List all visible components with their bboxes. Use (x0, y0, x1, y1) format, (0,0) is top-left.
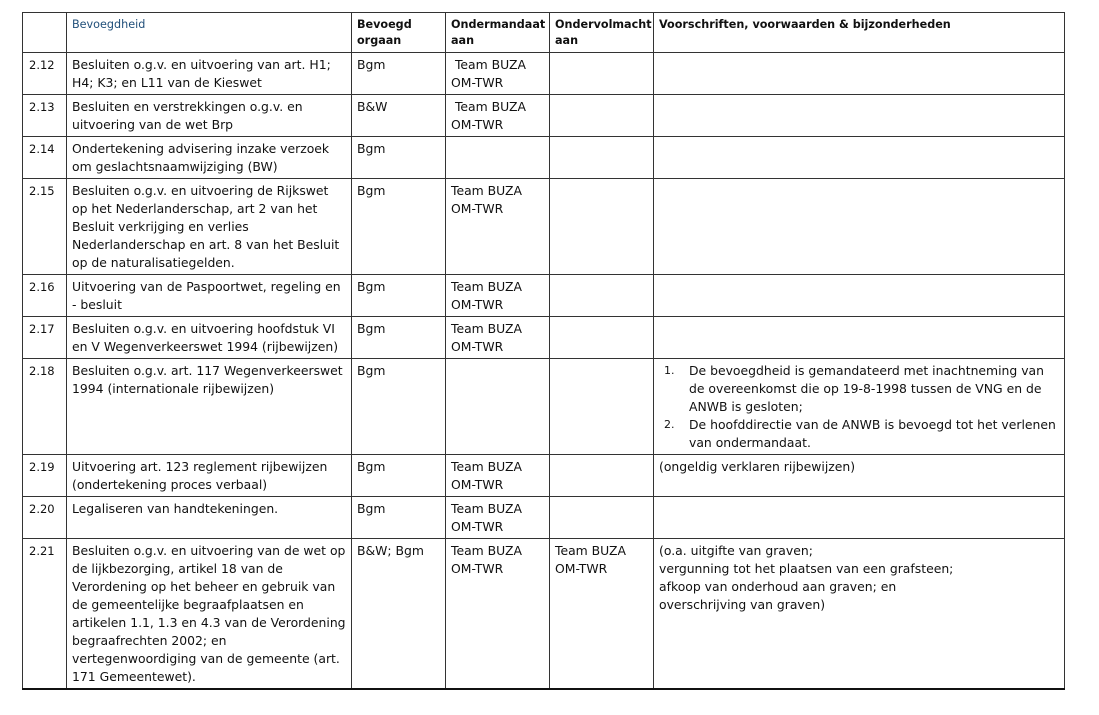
table-row (23, 455, 1065, 497)
row-ondervolmacht: Team BUZA OM-TWR (550, 539, 654, 690)
row-number: 2.21 (23, 539, 67, 690)
row-ondervolmacht (550, 275, 654, 317)
row-ondervolmacht (550, 497, 654, 539)
row-voorschriften (654, 359, 1065, 455)
row-ondervolmacht (550, 53, 654, 95)
row-number: 2.17 (23, 317, 67, 359)
row-voorschriften (654, 137, 1065, 179)
row-number: 2.20 (23, 497, 67, 539)
row-organ: Bgm (352, 359, 446, 455)
row-voorschriften (654, 95, 1065, 137)
row-ondermandaat (446, 359, 550, 455)
row-organ: B&W; Bgm (352, 539, 446, 690)
row-ondermandaat: Team BUZA OM-TWR (446, 455, 550, 497)
table-row (23, 137, 1065, 179)
table-row (23, 95, 1065, 137)
row-ondermandaat: Team BUZA OM-TWR (446, 317, 550, 359)
row-organ: B&W (352, 95, 446, 137)
row-number: 2.18 (23, 359, 67, 455)
row-ondermandaat: Team BUZA OM-TWR (446, 53, 550, 95)
row-bevoegdheid: Besluiten o.g.v. art. 117 Wegenverkeerswet 1994 (internationale rijbewijzen) (67, 359, 352, 455)
row-ondervolmacht (550, 317, 654, 359)
row-bevoegdheid: Uitvoering art. 123 reglement rijbewijzen (ondertekening proces verbaal) (67, 455, 352, 497)
row-organ: Bgm (352, 317, 446, 359)
row-organ: Bgm (352, 497, 446, 539)
voorschrift-line: (o.a. uitgifte van graven; (659, 543, 813, 558)
row-ondermandaat: Team BUZA OM-TWR (446, 95, 550, 137)
row-number: 2.14 (23, 137, 67, 179)
row-ondermandaat: Team BUZA OM-TWR (446, 497, 550, 539)
row-number: 2.13 (23, 95, 67, 137)
condition-item (664, 416, 1059, 452)
header-number (23, 13, 67, 53)
row-bevoegdheid: Besluiten en verstrekkingen o.g.v. en uitvoering van de wet Brp (67, 95, 352, 137)
row-number: 2.16 (23, 275, 67, 317)
row-ondervolmacht (550, 179, 654, 275)
header-voorschriften: Voorschriften, voorwaarden & bijzonderheden (654, 13, 1065, 53)
row-ondervolmacht (550, 137, 654, 179)
row-voorschriften (654, 317, 1065, 359)
voorschrift-line: vergunning tot het plaatsen van een grafsteen; (659, 561, 954, 576)
row-ondermandaat: Team BUZA OM-TWR (446, 275, 550, 317)
row-voorschriften: (ongeldig verklaren rijbewijzen) (654, 455, 1065, 497)
row-voorschriften (654, 275, 1065, 317)
row-ondervolmacht (550, 95, 654, 137)
row-organ: Bgm (352, 53, 446, 95)
conditions-list (659, 362, 1059, 452)
table-row (23, 359, 1065, 455)
row-ondermandaat: Team BUZA OM-TWR (446, 179, 550, 275)
header-bevoegd-orgaan: Bevoegd orgaan (352, 13, 446, 53)
table-row (23, 539, 1065, 690)
row-ondermandaat: Team BUZA OM-TWR (446, 539, 550, 690)
row-bevoegdheid: Ondertekening advisering inzake verzoek om geslachtsnaamwijziging (BW) (67, 137, 352, 179)
mandate-table (22, 12, 1065, 690)
row-ondervolmacht (550, 455, 654, 497)
row-bevoegdheid: Besluiten o.g.v. en uitvoering van de wet op de lijkbezorging, artikel 18 van de Verordening op het beheer en gebruik van de gemeentelijke begraafplaatsen en artikelen 1.1, 1.3 en 4.3 van de Verordening begraafrechten 2002; en vertegenwoordiging van de gemeente (art. 171 Gemeentewet). (67, 539, 352, 690)
header-ondermandaat: Ondermandaat aan (446, 13, 550, 53)
row-voorschriften (654, 539, 1065, 690)
row-organ: Bgm (352, 455, 446, 497)
row-organ: Bgm (352, 179, 446, 275)
table-row (23, 275, 1065, 317)
condition-item (664, 362, 1059, 416)
table-header-row (23, 13, 1065, 53)
voorschrift-line: overschrijving van graven) (659, 597, 826, 612)
row-bevoegdheid: Legaliseren van handtekeningen. (67, 497, 352, 539)
row-number: 2.19 (23, 455, 67, 497)
row-bevoegdheid: Besluiten o.g.v. en uitvoering hoofdstuk VI en V Wegenverkeerswet 1994 (rijbewijzen) (67, 317, 352, 359)
table-row (23, 179, 1065, 275)
row-bevoegdheid: Besluiten o.g.v. en uitvoering van art. H1; H4; K3; en L11 van de Kieswet (67, 53, 352, 95)
row-voorschriften (654, 53, 1065, 95)
row-ondervolmacht (550, 359, 654, 455)
row-bevoegdheid: Uitvoering van de Paspoortwet, regeling en - besluit (67, 275, 352, 317)
row-organ: Bgm (352, 137, 446, 179)
row-organ: Bgm (352, 275, 446, 317)
row-bevoegdheid: Besluiten o.g.v. en uitvoering de Rijkswet op het Nederlanderschap, art 2 van het Besluit verkrijging en verlies Nederlanderschap en art. 8 van het Besluit op de naturalisatiegelden. (67, 179, 352, 275)
list-marker: 2. (664, 418, 675, 431)
table-row (23, 317, 1065, 359)
condition-text: De bevoegdheid is gemandateerd met inachtneming van de overeenkomst die op 19-8-1998 tussen de VNG en de ANWB is gesloten; (689, 363, 1044, 414)
voorschrift-line: afkoop van onderhoud aan graven; en (659, 579, 897, 594)
row-number: 2.12 (23, 53, 67, 95)
header-bevoegdheid: Bevoegdheid (67, 13, 352, 53)
row-voorschriften (654, 179, 1065, 275)
table-row (23, 53, 1065, 95)
header-ondervolmacht: Ondervolmacht aan (550, 13, 654, 53)
list-marker: 1. (664, 364, 675, 377)
condition-text: De hoofddirectie van de ANWB is bevoegd tot het verlenen van ondermandaat. (689, 417, 1056, 450)
row-number: 2.15 (23, 179, 67, 275)
row-ondermandaat (446, 137, 550, 179)
table-row (23, 497, 1065, 539)
row-voorschriften (654, 497, 1065, 539)
